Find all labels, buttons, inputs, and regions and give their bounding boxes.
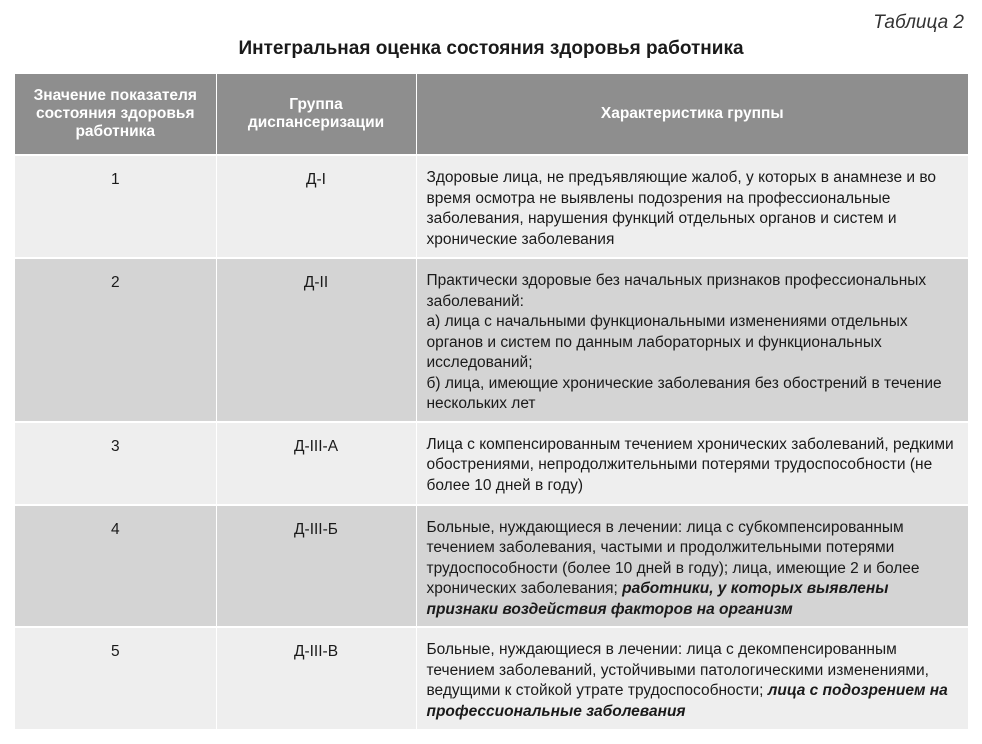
table-row [15,627,968,729]
description-text: Больные, нуждающиеся в лечении: лица с декомпенсированным течением заболеваний, устойчивыми патологическими изменениями, ведущими к стойкой утрате трудоспособности; [426,641,929,699]
header-dispensary-group: Группа диспансеризации [216,74,416,155]
header-indicator-value: Значение показателя состояния здоровья работника [15,74,216,155]
description-text: Практически здоровые без начальных признаков профессиональных заболеваний: а) лица с начальными функциональными изменениями отдельных органов и систем по данным лабораторных и функциональных исследований; б) лица, имеющие хронические заболевания без обострений в течение нескольких лет [426,272,942,412]
header-row [15,74,968,155]
table-row [15,258,968,422]
description-emphasis: лица с подозрением на профессиональные заболевания [426,682,948,720]
row-group: Д-III-В [216,627,416,729]
description-text: Больные, нуждающиеся в лечении: лица с субкомпенсированным течением заболевания, частыми и продолжительными потерями трудоспособности (более 10 дней в году); лица, имеющие 2 и более хронических заболевания; [426,518,920,597]
row-value: 4 [15,505,216,628]
table-row [15,155,968,258]
row-group: Д-III-Б [216,505,416,628]
row-value: 1 [15,155,216,258]
row-description [416,422,968,505]
header-group-characteristics: Характеристика группы [416,74,968,155]
row-description [416,627,968,729]
health-assessment-table [15,74,968,729]
row-group: Д-III-А [216,422,416,505]
row-description [416,155,968,258]
row-group: Д-I [216,155,416,258]
table-title: Интегральная оценка состояния здоровья работника [238,38,744,59]
description-text: Здоровые лица, не предъявляющие жалоб, у которых в анамнезе и во время осмотра не выявлены подозрения на профессиональные заболевания, нарушения функций отдельных органов и систем и хронические заболевания [426,169,937,248]
row-description [416,505,968,628]
table-header [15,74,968,155]
table-row [15,505,968,628]
row-group: Д-II [216,258,416,422]
table-row [15,422,968,505]
row-value: 5 [15,627,216,729]
row-description [416,258,968,422]
row-value: 2 [15,258,216,422]
table-caption: Таблица 2 [873,12,964,33]
description-text: Лица с компенсированным течением хронических заболеваний, редкими обострениями, непродолжительными потерями трудоспособности (не более 10 дней в году) [426,435,954,494]
description-emphasis: работники, у которых выявлены признаки воздействия факторов на организм [426,580,889,618]
row-value: 3 [15,422,216,505]
